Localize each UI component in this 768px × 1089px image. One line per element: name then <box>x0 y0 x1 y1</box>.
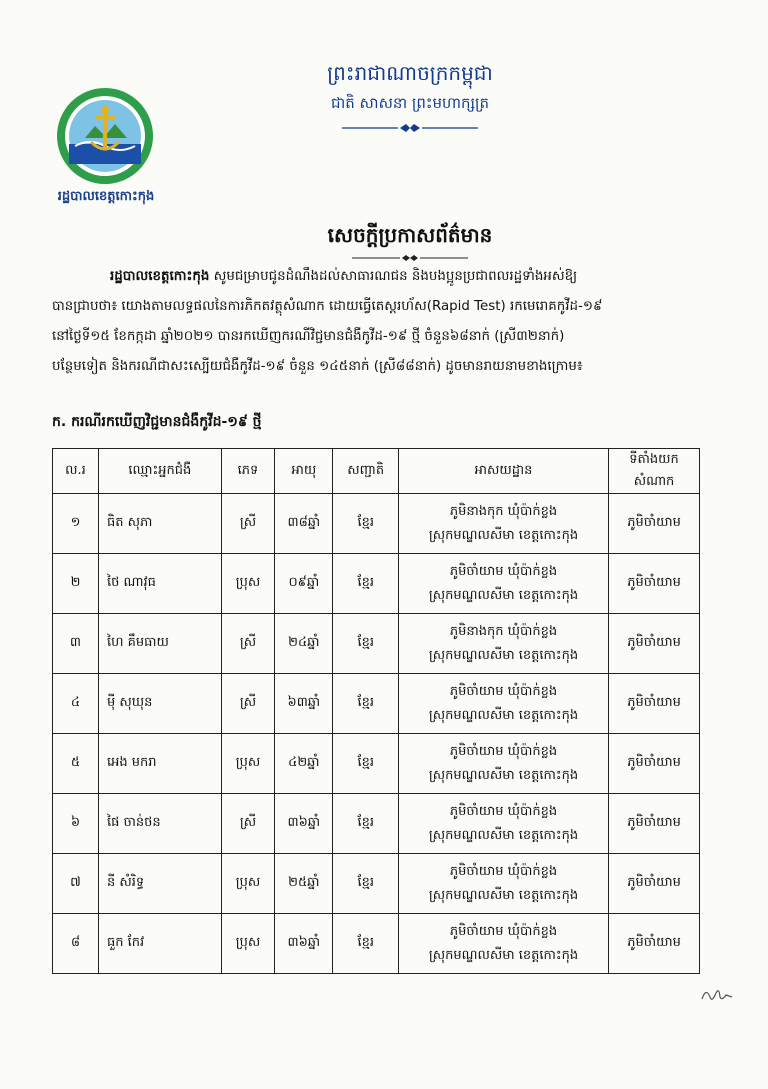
address-village-commune: ភូមិចាំយាម ឃុំប៉ាក់ខ្លង <box>449 803 558 819</box>
patient-sex: ស្រី <box>221 614 275 674</box>
header-nationality: សញ្ជាតិ <box>333 449 399 494</box>
patient-age: ៣៦ឆ្នាំ <box>275 794 333 854</box>
patient-name: ផៃ ចាន់ថន <box>98 794 221 854</box>
address-district-province: ស្រុកមណ្ឌលសីមា ខេត្តកោះកុង <box>428 647 579 663</box>
row-number: ៨ <box>53 914 99 974</box>
address-village-commune: ភូមិនាងកុក ឃុំប៉ាក់ខ្លង <box>449 503 558 519</box>
patient-age: ៤២ឆ្នាំ <box>275 734 333 794</box>
patient-age: ០៩ឆ្នាំ <box>275 554 333 614</box>
header-sample-site-line-1: ទីតាំងយក <box>629 452 679 467</box>
sample-site: ភូមិចាំយាម <box>609 734 700 794</box>
patient-address <box>399 914 609 974</box>
patient-nationality: ខ្មែរ <box>333 914 399 974</box>
handwritten-signature-icon <box>700 985 734 1005</box>
patient-address <box>399 554 609 614</box>
patient-name: អេង មករា <box>98 734 221 794</box>
patient-sex: ស្រី <box>221 674 275 734</box>
header-address: អាសយដ្ឋាន <box>399 449 609 494</box>
address-village-commune: ភូមិចាំយាម ឃុំប៉ាក់ខ្លង <box>449 563 558 579</box>
address-district-province: ស្រុកមណ្ឌលសីមា ខេត្តកោះកុង <box>428 767 579 783</box>
body-line-1-text: សូមជម្រាបជូនដំណឹងដល់សាធារណជន និងបងប្អូនប្រជាពលរដ្ឋទាំងអស់ឱ្យ <box>209 269 578 284</box>
patient-name: នី សំរិទ្ធ <box>98 854 221 914</box>
body-line-4: បន្ថែមទៀត និងករណីជាសះស្បើយជំងឺកូវីដ-១៩ ចំនួន ១៤៥នាក់ (ស្រី៨៨នាក់) ដូចមានរាយនាមខាងក្រោម៖ <box>52 359 583 374</box>
row-number: ៧ <box>53 854 99 914</box>
header-sample-site <box>609 449 700 494</box>
table-row <box>53 794 700 854</box>
patient-sex: ប្រុស <box>221 914 275 974</box>
section-heading: ក. ករណីរកឃើញវិជ្ជមានជំងឺកូវីដ-១៩ ថ្មី <box>52 414 262 430</box>
table-row <box>53 494 700 554</box>
sample-site: ភូមិចាំយាម <box>609 494 700 554</box>
patient-nationality: ខ្មែរ <box>333 614 399 674</box>
header-age: អាយុ <box>275 449 333 494</box>
address-district-province: ស្រុកមណ្ឌលសីមា ខេត្តកោះកុង <box>428 947 579 963</box>
patient-age: ២៥ឆ្នាំ <box>275 854 333 914</box>
sample-site: ភូមិចាំយាម <box>609 554 700 614</box>
patient-sex: ប្រុស <box>221 554 275 614</box>
patient-name: ថៃ ណាវុធ <box>98 554 221 614</box>
issuer-name: រដ្ឋបាលខេត្តកោះកុង <box>110 269 210 284</box>
page-title: សេចក្តីប្រកាសព័ត៌មាន <box>327 223 493 247</box>
table-row <box>53 914 700 974</box>
header-sex: ភេទ <box>221 449 275 494</box>
patient-sex: ស្រី <box>221 494 275 554</box>
patient-name: ធិត សុភា <box>98 494 221 554</box>
address-village-commune: ភូមិចាំយាម ឃុំប៉ាក់ខ្លង <box>449 683 558 699</box>
body-line-1 <box>52 262 724 292</box>
title-divider-icon <box>352 254 468 262</box>
patient-address <box>399 614 609 674</box>
address-district-province: ស្រុកមណ្ឌលសីមា ខេត្តកោះកុង <box>428 527 579 543</box>
row-number: ៦ <box>53 794 99 854</box>
patient-age: ៣៨ឆ្នាំ <box>275 494 333 554</box>
table-row <box>53 854 700 914</box>
patient-nationality: ខ្មែរ <box>333 794 399 854</box>
announcement-body <box>52 262 724 382</box>
table-row <box>53 734 700 794</box>
address-village-commune: ភូមិចាំយាម ឃុំប៉ាក់ខ្លង <box>449 863 558 879</box>
sample-site: ភូមិចាំយាម <box>609 674 700 734</box>
header-number: ល.រ <box>53 449 99 494</box>
patient-name: ម៉ី សុឃុន <box>98 674 221 734</box>
patient-name: ហៃ គឹមធាយ <box>98 614 221 674</box>
row-number: ៣ <box>53 614 99 674</box>
table-row <box>53 554 700 614</box>
patient-address <box>399 734 609 794</box>
logo-caption: រដ្ឋបាលខេត្តកោះកុង <box>57 189 155 204</box>
patient-sex: ស្រី <box>221 794 275 854</box>
address-village-commune: ភូមិនាងកុក ឃុំប៉ាក់ខ្លង <box>449 623 558 639</box>
provincial-seal-icon <box>55 86 155 186</box>
row-number: ៤ <box>53 674 99 734</box>
patient-name: ធួក កែវ <box>98 914 221 974</box>
patient-sex: ប្រុស <box>221 854 275 914</box>
patient-address <box>399 794 609 854</box>
address-village-commune: ភូមិចាំយាម ឃុំប៉ាក់ខ្លង <box>449 743 558 759</box>
patient-nationality: ខ្មែរ <box>333 494 399 554</box>
header-patient-name: ឈ្មោះអ្នកជំងឺ <box>98 449 221 494</box>
patient-nationality: ខ្មែរ <box>333 554 399 614</box>
sample-site: ភូមិចាំយាម <box>609 614 700 674</box>
header-sample-site-line-2: សំណាក <box>633 474 675 489</box>
address-district-province: ស្រុកមណ្ឌលសីមា ខេត្តកោះកុង <box>428 887 579 903</box>
patient-age: ៣៦ឆ្នាំ <box>275 914 333 974</box>
row-number: ២ <box>53 554 99 614</box>
sample-site: ភូមិចាំយាម <box>609 914 700 974</box>
patient-age: ៦៣ឆ្នាំ <box>275 674 333 734</box>
table-row <box>53 674 700 734</box>
patients-table <box>52 448 700 974</box>
sample-site: ភូមិចាំយាម <box>609 854 700 914</box>
address-district-province: ស្រុកមណ្ឌលសីមា ខេត្តកោះកុង <box>428 707 579 723</box>
row-number: ១ <box>53 494 99 554</box>
patient-age: ២៤ឆ្នាំ <box>275 614 333 674</box>
patient-address <box>399 854 609 914</box>
patient-address <box>399 494 609 554</box>
patient-sex: ប្រុស <box>221 734 275 794</box>
address-village-commune: ភូមិចាំយាម ឃុំប៉ាក់ខ្លង <box>449 923 558 939</box>
table-row <box>53 614 700 674</box>
national-motto: ជាតិ សាសនា ព្រះមហាក្សត្រ <box>330 94 490 112</box>
kingdom-heading: ព្រះរាជាណាចក្រកម្ពុជា <box>327 61 493 85</box>
patient-address <box>399 674 609 734</box>
body-line-2: បានជ្រាបថា៖ យោងតាមលទ្ធផលនៃការភិកតវត្ថុសំណាក ដោយធ្វើតេស្តរហ័ស(Rapid Test) រកមេរោគកូវីដ-១៩ <box>52 299 603 314</box>
row-number: ៥ <box>53 734 99 794</box>
patient-nationality: ខ្មែរ <box>333 734 399 794</box>
patient-nationality: ខ្មែរ <box>333 674 399 734</box>
sample-site: ភូមិចាំយាម <box>609 794 700 854</box>
address-district-province: ស្រុកមណ្ឌលសីមា ខេត្តកោះកុង <box>428 827 579 843</box>
table-header-row <box>53 449 700 494</box>
ornament-divider-icon <box>342 123 478 133</box>
body-line-3: នៅថ្ងៃទី១៥ ខែកក្កដា ឆ្នាំ២០២១ បានរកឃើញករណីវិជ្ជមានជំងឺកូវីដ-១៩ ថ្មី ចំនួន៦៨នាក់ (ស្រី៣២នាក់) <box>52 329 565 344</box>
patient-nationality: ខ្មែរ <box>333 854 399 914</box>
address-district-province: ស្រុកមណ្ឌលសីមា ខេត្តកោះកុង <box>428 587 579 603</box>
